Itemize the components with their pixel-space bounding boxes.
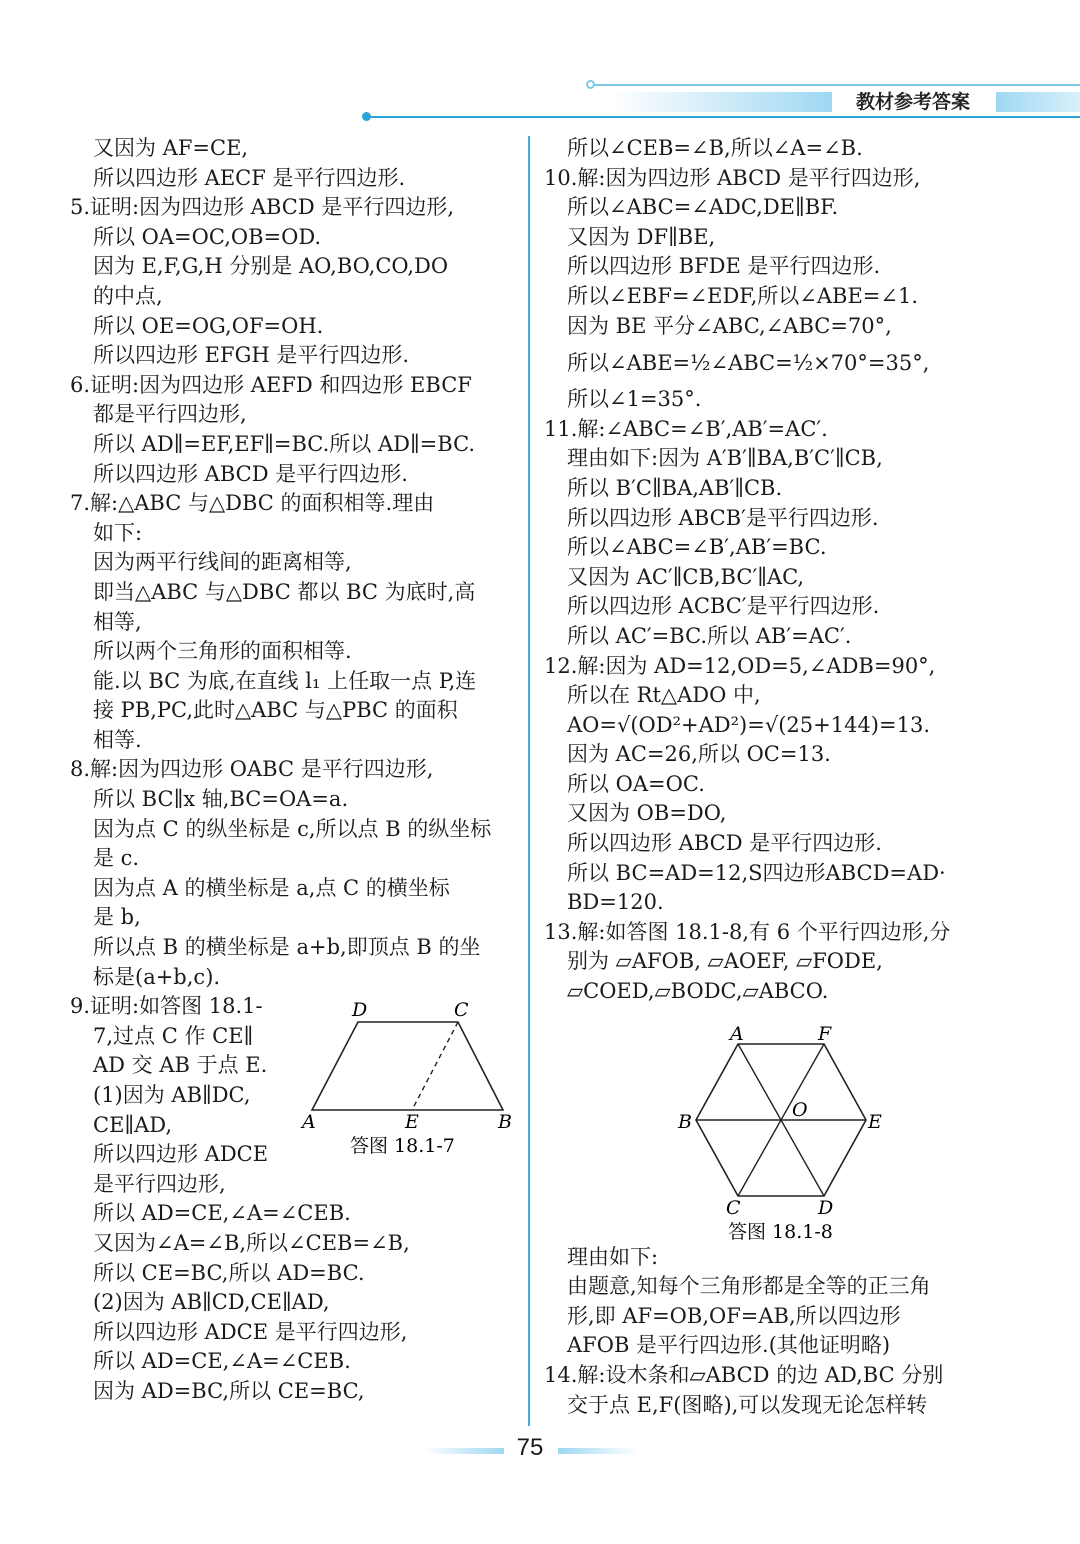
text-line: AO=√(OD²+AD²)=√(25+144)=13. (567, 712, 930, 737)
text-line: 因为 AD=BC,所以 CE=BC, (93, 1378, 365, 1403)
label-d: D (818, 1197, 834, 1219)
header-gradient-bar-right (996, 92, 1080, 112)
text-line: 所以四边形 ACBC′是平行四边形. (567, 594, 880, 619)
text-line: 所以四边形 AECF 是平行四边形. (93, 165, 406, 190)
text-line: 12.解:因为 AD=12,OD=5,∠ADB=90°, (544, 653, 936, 678)
page-header (0, 0, 1080, 130)
text-line: BD=120. (567, 890, 664, 915)
label-e: E (868, 1111, 882, 1133)
label-b: B (498, 1111, 512, 1133)
text-line: 相等. (93, 727, 142, 752)
text-line: 所以点 B 的横坐标是 a+b,即顶点 B 的坐 (93, 935, 481, 960)
text-line: 14.解:设木条和▱ABCD 的边 AD,BC 分别 (544, 1363, 944, 1387)
header-gradient-bar (612, 92, 832, 112)
header-rule (370, 116, 1080, 118)
text-line: 所以四边形 ABCD 是平行四边形. (567, 831, 882, 856)
page-number: 75 (516, 1434, 544, 1461)
label-c: C (726, 1197, 741, 1219)
text-line: 所以 OA=OC. (567, 771, 705, 796)
text-line: 所以 CE=BC,所以 AD=BC. (93, 1260, 365, 1285)
text-line: 是 c. (93, 846, 140, 871)
text-line: 10.解:因为四边形 ABCD 是平行四边形, (544, 165, 921, 190)
text-line: 理由如下: (567, 1244, 659, 1269)
footer-bar-left (424, 1448, 504, 1454)
text-line: 都是平行四边形, (93, 402, 247, 427)
text-line: 所以四边形 ABCB′是平行四边形. (567, 505, 879, 530)
text-line: 因为两平行线间的距离相等, (93, 550, 352, 575)
text-line: 9.证明:如答图 18.1- (70, 994, 263, 1019)
label-e: E (405, 1111, 419, 1133)
text-line: 所以∠ABC=∠B′,AB′=BC. (567, 535, 827, 560)
figure-18-1-7 (300, 1000, 525, 1170)
text-line: 所以四边形 ABCD 是平行四边形. (93, 461, 408, 486)
text-line: AFOB 是平行四边形.(其他证明略) (567, 1333, 891, 1358)
text-line: ▱COED,▱BODC,▱ABCO. (567, 979, 829, 1004)
text-line: 所以 OA=OC,OB=OD. (93, 224, 322, 249)
figure-7-caption: 答图 18.1-7 (350, 1135, 455, 1157)
text-line: 因为 E,F,G,H 分别是 AO,BO,CO,DO (93, 254, 449, 279)
text-line: 又因为∠A=∠B,所以∠CEB=∠B, (93, 1230, 410, 1255)
text-line: CE∥AD, (93, 1112, 173, 1137)
text-line: 形,即 AF=OB,OF=AB,所以四边形 (567, 1303, 901, 1328)
text-line: AD 交 AB 于点 E. (93, 1053, 268, 1078)
text-line: 又因为 AF=CE, (93, 136, 249, 160)
text-line: 所以四边形 ADCE 是平行四边形, (93, 1319, 408, 1344)
text-line: 11.解:∠ABC=∠B′,AB′=AC′. (544, 416, 828, 441)
figure-18-1-8 (676, 1024, 896, 1249)
label-a: A (302, 1111, 316, 1133)
text-line: 因为点 C 的纵坐标是 c,所以点 B 的纵坐标 (93, 816, 492, 841)
text-line: 所以四边形 ADCE (93, 1142, 269, 1167)
text-line: 是平行四边形, (93, 1171, 226, 1196)
text-line: 如下: (93, 520, 143, 545)
text-line: 所以 AD∥=EF,EF∥=BC.所以 AD∥=BC. (93, 431, 476, 456)
text-line: 7,过点 C 作 CE∥ (93, 1023, 254, 1048)
text-line: 所以 BC=AD=12,S四边形ABCD=AD· (567, 860, 946, 885)
text-line: 所以 B′C∥BA,AB′∥CB. (567, 475, 783, 500)
text-line: 能.以 BC 为底,在直线 l₁ 上任取一点 P,连 (93, 668, 477, 693)
text-line: 所以 AC′=BC.所以 AB′=AC′. (567, 623, 852, 648)
text-line: 所以∠1=35°. (567, 387, 702, 412)
text-line: 因为点 A 的横坐标是 a,点 C 的横坐标 (93, 875, 450, 900)
text-line: 理由如下:因为 A′B′∥BA,B′C′∥CB, (567, 446, 883, 471)
text-line: 因为 BE 平分∠ABC,∠ABC=70°, (567, 313, 892, 338)
text-line: 所以∠CEB=∠B,所以∠A=∠B. (567, 136, 863, 160)
text-line: 6.证明:因为四边形 AEFD 和四边形 EBCF (70, 372, 472, 397)
text-line: 相等, (93, 609, 142, 634)
text-line: 7.解:△ABC 与△DBC 的面积相等.理由 (70, 491, 435, 516)
text-line: 标是(a+b,c). (93, 964, 221, 989)
text-line: 别为 ▱AFOB, ▱AOEF, ▱FODE, (567, 949, 883, 974)
header-title: 教材参考答案 (855, 91, 970, 113)
text-line: 所以 BC∥x 轴,BC=OA=a. (93, 787, 349, 812)
column-divider (528, 136, 530, 1426)
label-a: A (730, 1024, 744, 1045)
text-line: 所以四边形 EFGH 是平行四边形. (93, 343, 410, 368)
text-line: 所以∠ABE=½∠ABC=½×70°=35°, (567, 351, 930, 376)
page-footer (0, 1430, 1080, 1470)
label-d: D (352, 1000, 368, 1021)
text-line: 交于点 E,F(图略),可以发现无论怎样转 (567, 1392, 928, 1417)
text-line: 接 PB,PC,此时△ABC 与△PBC 的面积 (93, 698, 458, 723)
text-line: 由题意,知每个三角形都是全等的正三角 (567, 1274, 931, 1299)
header-dot (362, 112, 371, 121)
trapezoid-abcd (312, 1022, 503, 1110)
text-line: 所以 AD=CE,∠A=∠CEB. (93, 1201, 351, 1226)
text-line: 13.解:如答图 18.1-8,有 6 个平行四边形,分 (544, 919, 951, 944)
label-c: C (454, 1000, 469, 1021)
text-line: 所以∠EBF=∠EDF,所以∠ABE=∠1. (567, 283, 919, 308)
figure-8-caption: 答图 18.1-8 (728, 1221, 833, 1243)
text-line: 所以两个三角形的面积相等. (93, 639, 352, 664)
text-line: 的中点, (93, 283, 163, 308)
footer-bar-right (558, 1448, 638, 1454)
text-line: 所以 OE=OG,OF=OH. (93, 313, 324, 338)
label-b: B (678, 1111, 692, 1133)
text-line: 所以四边形 BFDE 是平行四边形. (567, 254, 881, 279)
text-line: 是 b, (93, 905, 141, 930)
text-line: 因为 AC=26,所以 OC=13. (567, 742, 831, 767)
text-line: 即当△ABC 与△DBC 都以 BC 为底时,高 (93, 579, 476, 604)
label-o: O (792, 1099, 808, 1121)
header-rule-top (592, 84, 1080, 86)
text-line: 5.证明:因为四边形 ABCD 是平行四边形, (70, 195, 455, 220)
header-ring-dot (586, 80, 595, 89)
text-line: (1)因为 AB∥DC, (93, 1083, 251, 1107)
text-line: 又因为 AC′∥CB,BC′∥AC, (567, 564, 805, 589)
left-column (70, 134, 520, 1407)
text-line: (2)因为 AB∥CD,CE∥AD, (93, 1290, 330, 1315)
text-line: 所以∠ABC=∠ADC,DE∥BF. (567, 195, 839, 220)
text-line: 所以在 Rt△ADO 中, (567, 683, 761, 708)
text-line: 又因为 DF∥BE, (567, 224, 716, 249)
text-line: 所以 AD=CE,∠A=∠CEB. (93, 1349, 351, 1374)
text-line: 8.解:因为四边形 OABC 是平行四边形, (70, 757, 434, 782)
segment-ce (412, 1022, 458, 1110)
text-line: 又因为 OB=DO, (567, 801, 727, 826)
label-f: F (818, 1024, 832, 1045)
